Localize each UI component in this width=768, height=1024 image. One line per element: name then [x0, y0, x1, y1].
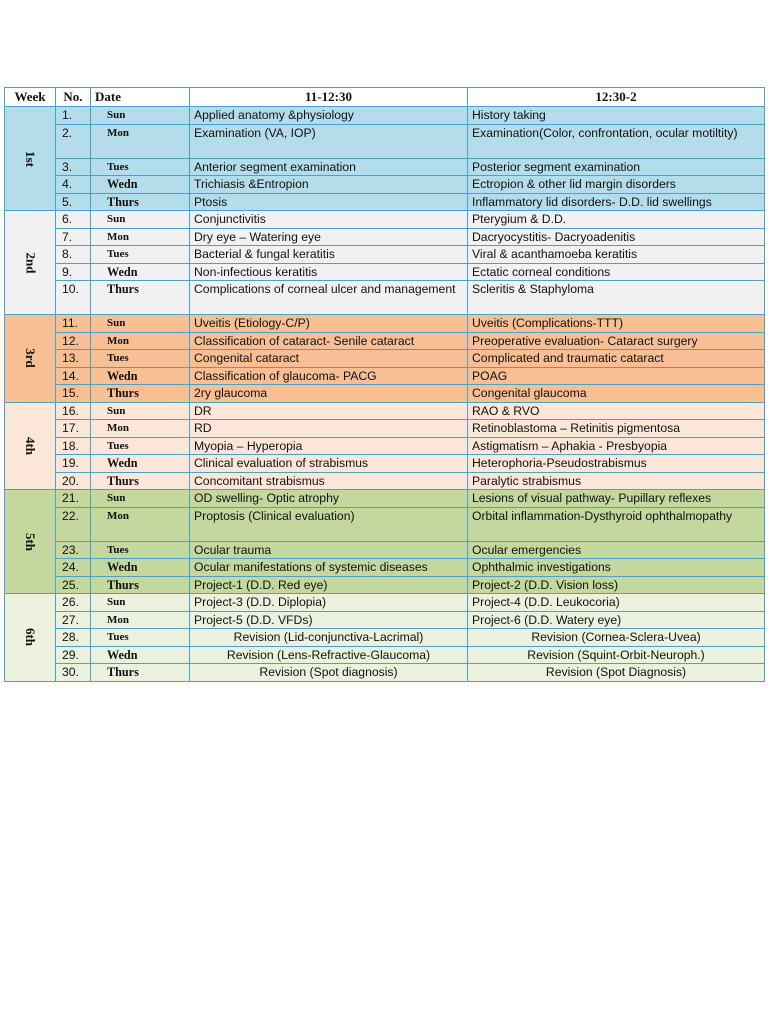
session-slot-1: Applied anatomy &physiology	[190, 107, 468, 125]
session-number: 29.	[56, 646, 91, 664]
table-row	[5, 455, 765, 473]
table-row	[5, 211, 765, 229]
table-row	[5, 176, 765, 194]
session-slot-2: Ocular emergencies	[468, 541, 765, 559]
session-slot-1: Proptosis (Clinical evaluation)	[190, 507, 468, 541]
session-slot-2: Posterior segment examination	[468, 158, 765, 176]
session-day: Tues	[91, 350, 190, 368]
session-slot-2: Revision (Squint-Orbit-Neuroph.)	[468, 646, 765, 664]
session-slot-2: Project-2 (D.D. Vision loss)	[468, 576, 765, 594]
session-number: 12.	[56, 332, 91, 350]
session-number: 16.	[56, 402, 91, 420]
session-day: Wedn	[91, 455, 190, 473]
table-row	[5, 541, 765, 559]
session-slot-2: Orbital inflammation-Dysthyroid ophthalmopathy	[468, 507, 765, 541]
session-number: 13.	[56, 350, 91, 368]
header-week: Week	[5, 88, 56, 107]
session-number: 19.	[56, 455, 91, 473]
table-row	[5, 367, 765, 385]
session-day: Wedn	[91, 559, 190, 577]
session-slot-2: Lesions of visual pathway- Pupillary reflexes	[468, 490, 765, 508]
table-row	[5, 420, 765, 438]
table-row	[5, 107, 765, 125]
session-slot-2: Complicated and traumatic cataract	[468, 350, 765, 368]
session-slot-2: History taking	[468, 107, 765, 125]
week-cell	[5, 594, 56, 682]
session-day: Thurs	[91, 281, 190, 315]
session-slot-1: Project-3 (D.D. Diplopia)	[190, 594, 468, 612]
session-slot-2: Pterygium & D.D.	[468, 211, 765, 229]
week-cell	[5, 490, 56, 594]
session-day: Tues	[91, 437, 190, 455]
table-row	[5, 246, 765, 264]
table-row	[5, 263, 765, 281]
session-day: Mon	[91, 420, 190, 438]
session-number: 10.	[56, 281, 91, 315]
session-day: Mon	[91, 228, 190, 246]
session-day: Sun	[91, 315, 190, 333]
table-row	[5, 158, 765, 176]
session-day: Wedn	[91, 646, 190, 664]
session-slot-1: Revision (Spot diagnosis)	[190, 664, 468, 682]
session-slot-2: Uveitis (Complications-TTT)	[468, 315, 765, 333]
table-row	[5, 332, 765, 350]
session-slot-2: Congenital glaucoma	[468, 385, 765, 403]
session-slot-1: Clinical evaluation of strabismus	[190, 455, 468, 473]
session-slot-1: OD swelling- Optic atrophy	[190, 490, 468, 508]
session-number: 17.	[56, 420, 91, 438]
table-row	[5, 629, 765, 647]
session-slot-2: Inflammatory lid disorders- D.D. lid swellings	[468, 193, 765, 211]
session-slot-1: Congenital cataract	[190, 350, 468, 368]
header-slot-2: 12:30-2	[468, 88, 765, 107]
session-slot-1: Classification of glaucoma- PACG	[190, 367, 468, 385]
session-number: 15.	[56, 385, 91, 403]
week-label: 2nd	[23, 252, 38, 273]
session-slot-2: RAO & RVO	[468, 402, 765, 420]
session-day: Thurs	[91, 193, 190, 211]
session-slot-2: Revision (Spot Diagnosis)	[468, 664, 765, 682]
session-slot-2: Heterophoria-Pseudostrabismus	[468, 455, 765, 473]
table-row	[5, 611, 765, 629]
session-slot-1: Ocular manifestations of systemic diseases	[190, 559, 468, 577]
session-slot-2: Ectatic corneal conditions	[468, 263, 765, 281]
session-slot-2: Revision (Cornea-Sclera-Uvea)	[468, 629, 765, 647]
session-number: 25.	[56, 576, 91, 594]
session-number: 4.	[56, 176, 91, 194]
week-label: 6th	[23, 628, 38, 647]
session-number: 6.	[56, 211, 91, 229]
table-row	[5, 281, 765, 315]
table-row	[5, 193, 765, 211]
table-row	[5, 472, 765, 490]
session-slot-1: DR	[190, 402, 468, 420]
session-day: Mon	[91, 124, 190, 158]
session-slot-2: Paralytic strabismus	[468, 472, 765, 490]
session-number: 2.	[56, 124, 91, 158]
session-slot-2: Dacryocystitis- Dacryoadenitis	[468, 228, 765, 246]
week-cell	[5, 107, 56, 211]
session-slot-2: Preoperative evaluation- Cataract surgery	[468, 332, 765, 350]
session-day: Tues	[91, 541, 190, 559]
session-slot-2: Viral & acanthamoeba keratitis	[468, 246, 765, 264]
table-row	[5, 228, 765, 246]
table-row	[5, 646, 765, 664]
week-cell	[5, 211, 56, 315]
session-slot-1: Classification of cataract- Senile cataract	[190, 332, 468, 350]
session-slot-1: 2ry glaucoma	[190, 385, 468, 403]
session-day: Sun	[91, 594, 190, 612]
week-cell	[5, 402, 56, 490]
session-day: Mon	[91, 507, 190, 541]
session-number: 30.	[56, 664, 91, 682]
table-row	[5, 507, 765, 541]
session-slot-1: Project-1 (D.D. Red eye)	[190, 576, 468, 594]
session-slot-1: Project-5 (D.D. VFDs)	[190, 611, 468, 629]
session-number: 1.	[56, 107, 91, 125]
session-day: Thurs	[91, 472, 190, 490]
week-label: 1st	[22, 150, 38, 167]
session-slot-1: Ptosis	[190, 193, 468, 211]
week-label: 3rd	[23, 348, 38, 368]
session-day: Mon	[91, 611, 190, 629]
session-slot-1: Bacterial & fungal keratitis	[190, 246, 468, 264]
session-day: Sun	[91, 402, 190, 420]
session-slot-2: Project-4 (D.D. Leukocoria)	[468, 594, 765, 612]
session-slot-1: Revision (Lens-Refractive-Glaucoma)	[190, 646, 468, 664]
session-day: Sun	[91, 211, 190, 229]
table-row	[5, 490, 765, 508]
session-number: 5.	[56, 193, 91, 211]
session-slot-2: Examination(Color, confrontation, ocular motiltity)	[468, 124, 765, 158]
table-row	[5, 124, 765, 158]
week-label: 5th	[23, 532, 38, 551]
session-number: 22.	[56, 507, 91, 541]
session-day: Thurs	[91, 576, 190, 594]
header-no: No.	[56, 88, 91, 107]
session-slot-1: Trichiasis &Entropion	[190, 176, 468, 194]
session-number: 23.	[56, 541, 91, 559]
session-slot-1: Uveitis (Etiology-C/P)	[190, 315, 468, 333]
table-row	[5, 437, 765, 455]
table-row	[5, 385, 765, 403]
session-number: 26.	[56, 594, 91, 612]
session-slot-2: Astigmatism – Aphakia - Presbyopia	[468, 437, 765, 455]
session-day: Sun	[91, 107, 190, 125]
session-number: 27.	[56, 611, 91, 629]
session-slot-1: Complications of corneal ulcer and management	[190, 281, 468, 315]
session-day: Tues	[91, 246, 190, 264]
session-number: 18.	[56, 437, 91, 455]
session-slot-2: Project-6 (D.D. Watery eye)	[468, 611, 765, 629]
session-day: Thurs	[91, 664, 190, 682]
table-row	[5, 594, 765, 612]
session-slot-1: Concomitant strabismus	[190, 472, 468, 490]
header-date: Date	[91, 88, 190, 107]
table-row	[5, 664, 765, 682]
session-slot-1: RD	[190, 420, 468, 438]
week-cell	[5, 315, 56, 403]
session-slot-1: Anterior segment examination	[190, 158, 468, 176]
session-number: 9.	[56, 263, 91, 281]
table-row	[5, 315, 765, 333]
session-number: 14.	[56, 367, 91, 385]
table-row	[5, 559, 765, 577]
session-number: 7.	[56, 228, 91, 246]
schedule-table	[4, 87, 765, 682]
session-slot-2: Ectropion & other lid margin disorders	[468, 176, 765, 194]
session-day: Sun	[91, 490, 190, 508]
table-row	[5, 402, 765, 420]
header-slot-1: 11-12:30	[190, 88, 468, 107]
header-row	[5, 88, 765, 107]
session-slot-2: Scleritis & Staphyloma	[468, 281, 765, 315]
session-day: Tues	[91, 629, 190, 647]
session-day: Thurs	[91, 385, 190, 403]
table-row	[5, 576, 765, 594]
session-slot-2: Retinoblastoma – Retinitis pigmentosa	[468, 420, 765, 438]
session-slot-2: Ophthalmic investigations	[468, 559, 765, 577]
session-day: Mon	[91, 332, 190, 350]
session-slot-1: Ocular trauma	[190, 541, 468, 559]
session-number: 20.	[56, 472, 91, 490]
session-number: 8.	[56, 246, 91, 264]
table-row	[5, 350, 765, 368]
session-slot-1: Non-infectious keratitis	[190, 263, 468, 281]
session-slot-2: POAG	[468, 367, 765, 385]
session-day: Wedn	[91, 263, 190, 281]
session-day: Wedn	[91, 367, 190, 385]
session-day: Tues	[91, 158, 190, 176]
session-number: 28.	[56, 629, 91, 647]
session-slot-1: Conjunctivitis	[190, 211, 468, 229]
session-slot-1: Examination (VA, IOP)	[190, 124, 468, 158]
session-slot-1: Revision (Lid-conjunctiva-Lacrimal)	[190, 629, 468, 647]
session-number: 24.	[56, 559, 91, 577]
session-slot-1: Dry eye – Watering eye	[190, 228, 468, 246]
session-slot-1: Myopia – Hyperopia	[190, 437, 468, 455]
week-label: 4th	[23, 436, 38, 455]
session-number: 11.	[56, 315, 91, 333]
session-number: 21.	[56, 490, 91, 508]
session-number: 3.	[56, 158, 91, 176]
session-day: Wedn	[91, 176, 190, 194]
